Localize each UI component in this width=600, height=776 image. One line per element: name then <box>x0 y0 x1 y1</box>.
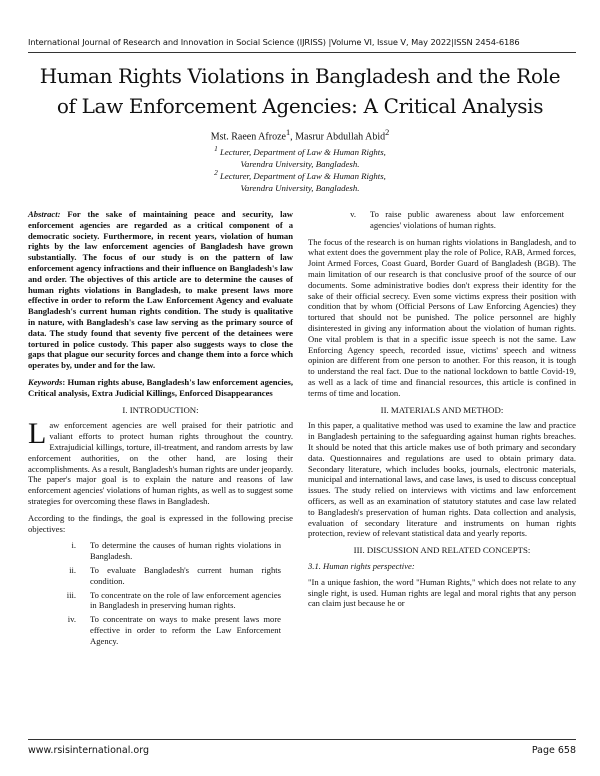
objective-number: i. <box>71 540 76 551</box>
affiliation-2-line-2: Varendra University, Bangladesh. <box>240 182 360 193</box>
intro-para-1-text: aw enforcement agencies are well praised for their patriotic and valiant efforts to protect human rights throughout the country. Extrajudicial killings, torture, ill-treatment, and random arrests by law enforcement authorities, on the other hand, are losing their accomplishments. As a result, Bangladesh's human rights are under jeopardy. The paper's major goal is to explain the nature and reasons of law enforcement agencies' violations of human rights, as well as to suggest some strategies for overcoming these flaws in Bangladesh. <box>28 420 293 506</box>
objectives-list <box>28 540 293 646</box>
affiliation-2-sup: 2 <box>214 168 218 177</box>
intro-heading: I. INTRODUCTION: <box>122 404 199 415</box>
footer-rule <box>28 739 576 740</box>
abstract-label: Abstract: <box>28 209 61 219</box>
objective-text: To evaluate Bangladesh's current human rights condition. <box>90 564 281 586</box>
discussion-heading: III. DISCUSSION AND RELATED CONCEPTS: <box>353 545 531 556</box>
affiliation-1-sup: 1 <box>214 144 218 153</box>
keywords-label: Keywords <box>28 376 63 387</box>
header-rule <box>28 52 576 53</box>
author-1-sup: 1 <box>285 128 291 137</box>
objective-text: To raise public awareness about law enforcement agencies' violations of human rights. <box>370 209 564 230</box>
right-column <box>308 209 576 615</box>
objective-item <box>28 565 293 587</box>
objective-number: iii. <box>66 589 76 600</box>
objective-text: To concentrate on ways to make present laws more effective in order to reform the Law Enforcement Agency. <box>90 614 281 646</box>
paper-title <box>24 61 576 121</box>
footer-website: www.rsisinternational.org <box>28 745 149 756</box>
author-2-sup: 2 <box>385 128 390 137</box>
author-1: Mst. Raeen Afroze <box>210 131 286 143</box>
objective-item <box>28 540 293 562</box>
affiliation-2 <box>0 167 600 194</box>
footer-page-number: Page 658 <box>531 745 576 756</box>
title-line-2: of Law Enforcement Agencies: A Critical Analysis <box>56 94 544 118</box>
keywords-text: : Human rights abuse, Bangladesh's law enforcement agencies, Critical analysis, Extra Judicial Killings, Enforced Disappearances <box>28 376 293 398</box>
journal-header: International Journal of Research and Innovation in Social Science (IJRISS) |Volume VI, Issue V, May 2022|ISSN 2454-6186 <box>28 37 520 47</box>
dropcap-letter: L <box>28 417 47 451</box>
affiliation-1-line-1: Lecturer, Department of Law & Human Rights, <box>217 146 386 157</box>
title-line-1: Human Rights Violations in Bangladesh and the Role <box>39 64 561 88</box>
objective-item <box>28 590 293 612</box>
affiliation-2-line-1: Lecturer, Department of Law & Human Rights, <box>217 170 386 181</box>
objective-text: To determine the causes of human rights violations in Bangladesh. <box>90 540 281 562</box>
abstract <box>28 209 293 371</box>
methods-heading: II. MATERIALS AND METHOD: <box>380 404 504 415</box>
abstract-text: For the sake of maintaining peace and security, law enforcement agencies are regarded as a critical component of a democratic society. Furthermore, in recent years, violation of human rights by the law enforcement agencies of Bangladesh have grown substantially. The focus of our study is on the pattern of law enforcement agency infractions and their influence on Bangladesh's law and order. The objectives of this article are to determine the causes of human rights violations in Bangladesh, to make present laws more effective in order to reform the Law Enforcement Agency and evaluate Bangladesh's current human rights condition. The study is qualitative in nature, with Bangladesh's case law serving as the primary source of data. The study found that seventy five percent of the detainees were tortured in police custody. This paper also suggests ways to close the gaps that plague our security forces and change them into a force which operates by, under and for the law. <box>28 209 293 371</box>
objectives-list-continued <box>308 209 576 231</box>
objective-number: v. <box>350 209 356 219</box>
affiliation-1 <box>0 143 600 170</box>
intro-para-1 <box>28 417 293 506</box>
methods-para: In this paper, a qualitative method was used to examine the law and practice in Bangladesh pertaining to the safeguarding against human rights breaches. It should be noted that this article makes use of both primary and secondary data. Questionnaires and regulations are used to obtain primary data. Secondary literature, which includes books, journals, electronic materials, municipal and international laws, and case laws, is used to discuss conceptual issues. The study relied on interviews with victims and law enforcement officers, as well as an examination of statutory statutes and case law related to Bangladesh's preservation of human rights. Data collection and analysis, evaluation of secondary literature and instruments on human rights protection, review of relevant statistical data and yearly reports. <box>308 420 576 539</box>
objective-item <box>308 209 576 231</box>
intro-para-2: According to the findings, the goal is expressed in the following precise objectives: <box>28 512 293 534</box>
intro-para-3: The focus of the research is on human rights violations in Bangladesh, and to what extent does the government play the role of Police, RAB, Armed forces, Joint Armed Forces, Coast Guard, Border Guard of Bangladesh (BGB). The main limitation of our research is that conclusive proof of the source of our documents. Some administrative bodies don't express their identity for the sake of their official secrecy. Even some victims express their position with condition that by whom (Official Persons of Law Enforcing Agencies) they tortured that should not be punished. The police personnel are highly disinterested in giving any information about the violation of human rights. One vital problem is that in a specific issue speech is not the same. Law Enforcing Agency speech, recorded issue, victims' speech and witness opinion are different from one person to another. For this reason, it is tough to understand the real fact. Due to the national lockdown to battle Covid-19, as well as a lack of time and financial resources, this article is confined in terms of time and location. <box>308 236 576 398</box>
objective-number: iv. <box>67 614 76 625</box>
author-separator: , <box>290 131 296 143</box>
objective-number: ii. <box>69 564 76 575</box>
author-line <box>0 128 600 142</box>
author-2: Masrur Abdullah Abid <box>295 131 386 143</box>
keywords <box>28 377 293 399</box>
discussion-para: "In a unique fashion, the word "Human Rights," which does not relate to any single right, is used. Human rights are legal and moral rights that any person can claim just because he or <box>308 576 576 609</box>
objective-text: To concentrate on the role of law enforcement agencies in Bangladesh in preserving human rights. <box>90 589 281 611</box>
discussion-subheading: 3.1. Human rights perspective: <box>308 560 415 571</box>
left-column <box>28 209 293 649</box>
affiliation-1-line-2: Varendra University, Bangladesh. <box>240 158 360 169</box>
objective-item <box>28 614 293 646</box>
